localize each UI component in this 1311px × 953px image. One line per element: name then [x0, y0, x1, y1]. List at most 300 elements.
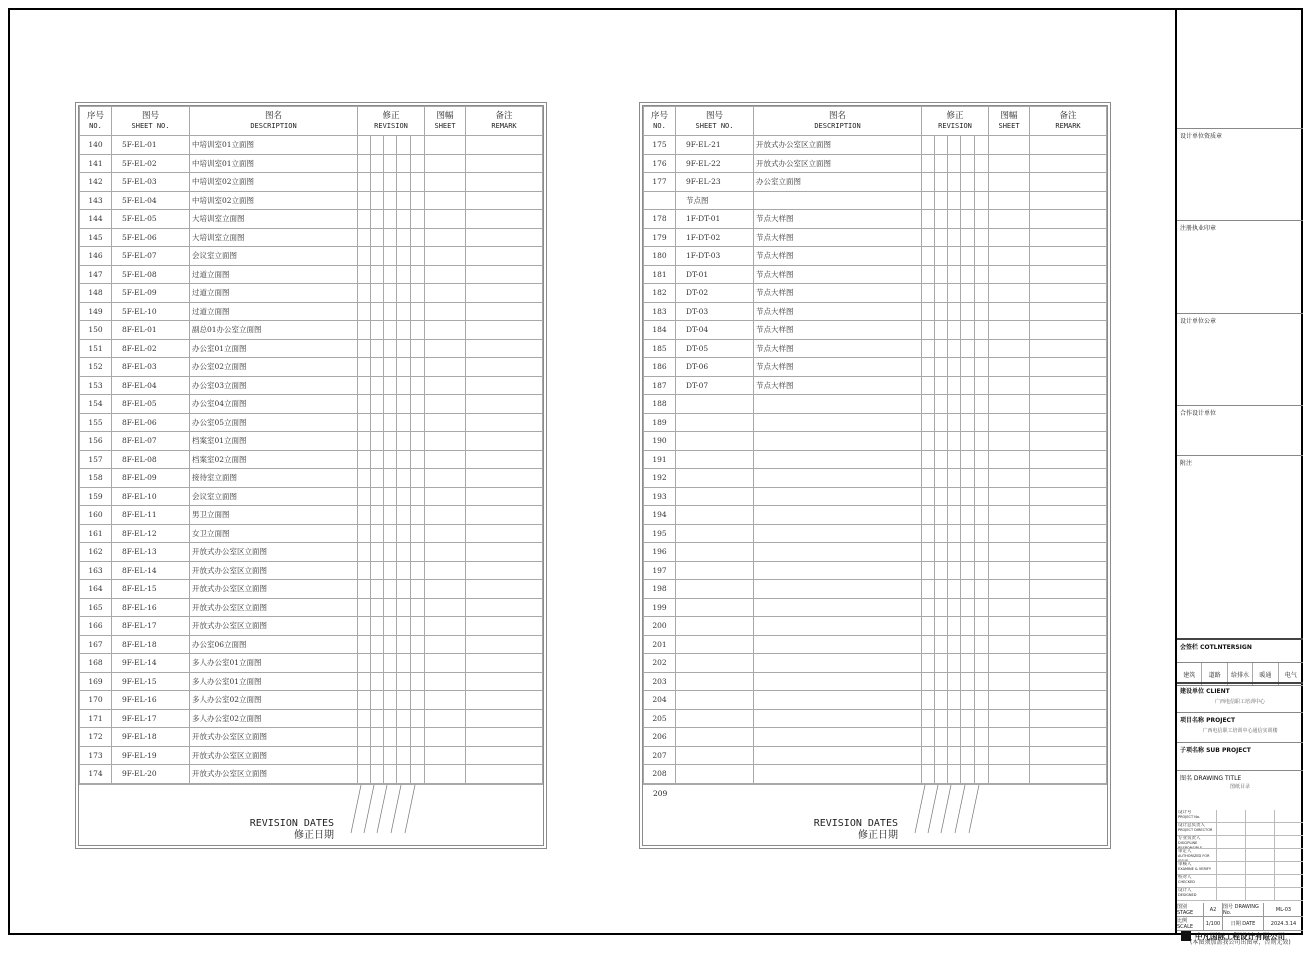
row-revision-cell [397, 543, 411, 562]
sign-off-row [1177, 888, 1303, 901]
row-sheet-size [425, 617, 466, 636]
row-revision-cell [922, 247, 935, 266]
row-revision-cell [961, 339, 975, 358]
table-row [644, 358, 1107, 377]
row-sheet-no: 9F-EL-21 [676, 136, 754, 155]
row-description: 节点大样图 [754, 302, 922, 321]
row-remark [466, 561, 543, 580]
col-sheet-no: 图号 SHEET NO. [112, 107, 190, 136]
row-revision-cell [384, 247, 397, 266]
row-revision-cell [948, 635, 961, 654]
row-revision-cell [358, 302, 371, 321]
row-revision-cell [935, 284, 948, 303]
row-revision-cell [948, 709, 961, 728]
row-revision-cell [922, 395, 935, 414]
row-description: 办公室立面图 [754, 173, 922, 192]
row-revision-cell [975, 136, 989, 155]
row-revision-cell [922, 284, 935, 303]
row-revision-cell [358, 321, 371, 340]
signature-cell [1217, 823, 1246, 835]
row-description: 大培训室立面图 [190, 228, 358, 247]
row-revision-cell [397, 191, 411, 210]
row-sheet-size [425, 284, 466, 303]
row-revision-cell [961, 469, 975, 488]
row-revision-cell [411, 247, 425, 266]
row-revision-cell [411, 543, 425, 562]
row-no: 148 [80, 284, 112, 303]
row-remark [466, 302, 543, 321]
drawing-meta [1177, 903, 1303, 931]
row-no: 194 [644, 506, 676, 525]
row-no: 202 [644, 654, 676, 673]
table-header [80, 107, 543, 136]
row-revision-cell [948, 469, 961, 488]
row-revision-cell [358, 284, 371, 303]
drawing-no-label: 图号 DRAWING No. [1223, 903, 1264, 916]
row-sheet-no: 5F-EL-06 [112, 228, 190, 247]
row-sheet-size [425, 672, 466, 691]
signature-cell [1217, 849, 1246, 861]
row-revision-cell [935, 524, 948, 543]
signature-cell [1217, 810, 1246, 822]
row-sheet-no: 5F-EL-09 [112, 284, 190, 303]
row-revision-cell [411, 210, 425, 229]
row-sheet-no [676, 635, 754, 654]
row-revision-cell [384, 580, 397, 599]
row-revision-cell [384, 691, 397, 710]
table-row [80, 228, 543, 247]
table-row [80, 210, 543, 229]
row-revision-cell [397, 691, 411, 710]
row-sheet-no: 8F-EL-08 [112, 450, 190, 469]
sign-off-role [1177, 836, 1217, 848]
row-revision-cell [397, 746, 411, 765]
row-revision-cell [935, 635, 948, 654]
row-revision-cell [922, 432, 935, 451]
row-revision-cell [975, 376, 989, 395]
row-sheet-no [676, 395, 754, 414]
row-no: 198 [644, 580, 676, 599]
row-sheet-no [676, 654, 754, 673]
signature-cell [1275, 849, 1303, 861]
row-remark [1030, 339, 1107, 358]
row-revision-cell [411, 191, 425, 210]
row-revision-cell [961, 376, 975, 395]
row-sheet-no: 8F-EL-09 [112, 469, 190, 488]
signature-cell [1275, 810, 1303, 822]
row-description: 过道立面图 [190, 284, 358, 303]
row-description: 副总01办公室立面图 [190, 321, 358, 340]
table-row [644, 450, 1107, 469]
row-sheet-size [425, 247, 466, 266]
row-revision-cell [411, 450, 425, 469]
row-remark [1030, 580, 1107, 599]
table-row [80, 506, 543, 525]
row-revision-cell [961, 746, 975, 765]
row-revision-cell [384, 228, 397, 247]
row-revision-cell [975, 339, 989, 358]
row-revision-cell [397, 395, 411, 414]
row-description: 中培训室02立面图 [190, 191, 358, 210]
row-sheet-size [425, 598, 466, 617]
row-sheet-size [425, 561, 466, 580]
signature-cell [1246, 888, 1275, 900]
row-revision-cell [961, 432, 975, 451]
row-revision-cell [411, 728, 425, 747]
row-revision-cell [935, 173, 948, 192]
table-row [644, 635, 1107, 654]
row-sheet-no [676, 524, 754, 543]
row-sheet-size [989, 321, 1030, 340]
row-no: 186 [644, 358, 676, 377]
row-revision-cell [371, 247, 384, 266]
row-sheet-no [676, 580, 754, 599]
row-revision-cell [922, 746, 935, 765]
row-revision-cell [948, 432, 961, 451]
table-row [644, 672, 1107, 691]
col-sheet-size: 图幅 SHEET [425, 107, 466, 136]
row-sheet-no [676, 469, 754, 488]
row-revision-cell [384, 450, 397, 469]
table-row [80, 765, 543, 784]
row-remark [1030, 284, 1107, 303]
row-description [754, 469, 922, 488]
row-revision-cell [935, 617, 948, 636]
row-remark [1030, 765, 1107, 784]
row-revision-cell [358, 469, 371, 488]
drawing-no-value: ML-03 [1275, 906, 1292, 913]
row-no: 181 [644, 265, 676, 284]
table-row [644, 191, 1107, 210]
row-revision-cell [961, 210, 975, 229]
row-revision-cell [975, 543, 989, 562]
row-revision-cell [961, 506, 975, 525]
row-description: 节点大样图 [754, 265, 922, 284]
row-revision-cell [397, 765, 411, 784]
row-revision-cell [961, 395, 975, 414]
row-no: 156 [80, 432, 112, 451]
table-row [644, 765, 1107, 784]
row-sheet-no: 9F-EL-20 [112, 765, 190, 784]
row-revision-cell [397, 376, 411, 395]
row-revision-cell [922, 358, 935, 377]
row-revision-cell [922, 709, 935, 728]
row-description: 多人办公室01立面图 [190, 672, 358, 691]
row-remark [1030, 247, 1107, 266]
row-revision-cell [961, 228, 975, 247]
row-revision-cell [371, 746, 384, 765]
col-sheet-no: 图号 SHEET NO. [676, 107, 754, 136]
row-remark [1030, 617, 1107, 636]
row-sheet-size [425, 432, 466, 451]
row-sheet-size [989, 284, 1030, 303]
row-sheet-size [989, 543, 1030, 562]
row-description: 办公室03立面图 [190, 376, 358, 395]
row-description: 多人办公室02立面图 [190, 691, 358, 710]
row-sheet-no: 8F-EL-06 [112, 413, 190, 432]
table-row [80, 746, 543, 765]
row-no: 180 [644, 247, 676, 266]
row-description: 开放式办公室区立面图 [190, 543, 358, 562]
row-sheet-size [425, 765, 466, 784]
row-remark [466, 469, 543, 488]
row-revision-cell [961, 247, 975, 266]
row-sheet-no [676, 746, 754, 765]
row-revision-cell [384, 284, 397, 303]
row-description: 开放式办公室区立面图 [754, 154, 922, 173]
row-no: 158 [80, 469, 112, 488]
title-block [1175, 10, 1303, 941]
design-qualification-box: 设计单位资质章 [1177, 128, 1303, 220]
row-revision-cell [397, 654, 411, 673]
table-row [80, 432, 543, 451]
row-description: 大培训室立面图 [190, 210, 358, 229]
row-remark [466, 376, 543, 395]
row-sheet-no [676, 561, 754, 580]
row-no: 150 [80, 321, 112, 340]
role-cn: 设计总负责人 [1178, 823, 1205, 828]
row-revision-cell [411, 635, 425, 654]
row-no: 190 [644, 432, 676, 451]
row-revision-cell [975, 765, 989, 784]
row-revision-cell [371, 617, 384, 636]
row-remark [466, 728, 543, 747]
row-description: 办公室06立面图 [190, 635, 358, 654]
row-revision-cell [948, 191, 961, 210]
row-sheet-size [425, 654, 466, 673]
row-sheet-no: 5F-EL-05 [112, 210, 190, 229]
row-revision-cell [397, 321, 411, 340]
row-revision-cell [358, 154, 371, 173]
row-description [754, 672, 922, 691]
row-sheet-size [425, 709, 466, 728]
row-sheet-no: 8F-EL-07 [112, 432, 190, 451]
row-revision-cell [397, 247, 411, 266]
table-row [80, 321, 543, 340]
row-revision-cell [935, 561, 948, 580]
row-sheet-size [425, 173, 466, 192]
signature-cell [1246, 862, 1275, 874]
row-revision-cell [358, 635, 371, 654]
row-remark [466, 284, 543, 303]
row-no: 183 [644, 302, 676, 321]
table-row [644, 210, 1107, 229]
row-sheet-size [989, 709, 1030, 728]
row-sheet-no: 8F-EL-05 [112, 395, 190, 414]
date-value: 2024.3.14 [1270, 920, 1297, 927]
row-revision-cell [922, 191, 935, 210]
row-revision-cell [935, 543, 948, 562]
row-revision-cell [384, 302, 397, 321]
row-revision-cell [397, 450, 411, 469]
row-revision-cell [922, 487, 935, 506]
row-revision-cell [935, 358, 948, 377]
row-no: 187 [644, 376, 676, 395]
stamp-note: (本图须加盖我公司出图章，否则无效) [1190, 939, 1291, 946]
row-revision-cell [358, 580, 371, 599]
sign-off-row [1177, 849, 1303, 862]
row-revision-cell [922, 598, 935, 617]
row-remark [466, 709, 543, 728]
row-remark [466, 543, 543, 562]
row-sheet-size [989, 173, 1030, 192]
row-revision-cell [975, 284, 989, 303]
row-no: 147 [80, 265, 112, 284]
sign-off-row [1177, 836, 1303, 849]
table-row [80, 672, 543, 691]
row-revision-cell [922, 691, 935, 710]
row-revision-cell [397, 228, 411, 247]
row-revision-cell [975, 228, 989, 247]
row-revision-cell [358, 728, 371, 747]
row-revision-cell [397, 487, 411, 506]
row-remark [1030, 709, 1107, 728]
row-revision-cell [975, 746, 989, 765]
row-revision-cell [975, 154, 989, 173]
col-no: 序号 NO. [80, 107, 112, 136]
row-revision-cell [371, 709, 384, 728]
row-revision-cell [935, 580, 948, 599]
row-revision-cell [935, 247, 948, 266]
table-row [644, 302, 1107, 321]
row-sheet-size [989, 728, 1030, 747]
row-revision-cell [961, 561, 975, 580]
row-revision-cell [358, 413, 371, 432]
row-no: 178 [644, 210, 676, 229]
role-cn: 审定人 [1178, 849, 1192, 854]
sign-off-role [1177, 849, 1217, 861]
row-description: 节点大样图 [754, 321, 922, 340]
table-row [644, 709, 1107, 728]
row-description: 开放式办公室区立面图 [754, 136, 922, 155]
row-revision-cell [961, 765, 975, 784]
row-revision-cell [397, 136, 411, 155]
row-revision-cell [384, 598, 397, 617]
row-revision-cell [948, 617, 961, 636]
sign-off-role [1177, 862, 1217, 874]
row-revision-cell [935, 469, 948, 488]
row-remark [466, 487, 543, 506]
table-row [644, 228, 1107, 247]
col-sheet-size: 图幅 SHEET [989, 107, 1030, 136]
row-remark [466, 524, 543, 543]
signature-cell [1275, 862, 1303, 874]
signature-cell [1275, 875, 1303, 887]
sign-off-row [1177, 862, 1303, 875]
col-revision: 修正 REVISION [922, 107, 989, 136]
row-revision-cell [384, 543, 397, 562]
project-box: 项目名称 PROJECT 广西电信职工培训中心通信实训楼 [1177, 712, 1303, 742]
row-revision-cell [922, 561, 935, 580]
table-row [80, 154, 543, 173]
row-sheet-size [425, 302, 466, 321]
row-sheet-no [676, 413, 754, 432]
row-description [754, 191, 922, 210]
row-no: 141 [80, 154, 112, 173]
row-remark [466, 617, 543, 636]
row-sheet-size [989, 191, 1030, 210]
row-sheet-no: 1F-DT-01 [676, 210, 754, 229]
row-revision-cell [975, 302, 989, 321]
row-no-last: 209 [653, 788, 668, 798]
row-revision-cell [948, 136, 961, 155]
row-sheet-size [425, 321, 466, 340]
row-revision-cell [922, 543, 935, 562]
row-description [754, 654, 922, 673]
sub-project-box: 子项名称 SUB PROJECT [1177, 742, 1303, 770]
row-no: 165 [80, 598, 112, 617]
row-remark [1030, 413, 1107, 432]
row-no: 163 [80, 561, 112, 580]
row-remark [466, 191, 543, 210]
row-sheet-no: 8F-EL-02 [112, 339, 190, 358]
row-no [644, 191, 676, 210]
role-en: EXAMINE & VERIFY [1178, 867, 1212, 871]
row-revision-cell [384, 376, 397, 395]
row-no: 206 [644, 728, 676, 747]
row-revision-cell [384, 654, 397, 673]
row-sheet-size [425, 487, 466, 506]
row-revision-cell [975, 617, 989, 636]
row-remark [466, 247, 543, 266]
table-row [644, 654, 1107, 673]
table-row [644, 691, 1107, 710]
row-description [754, 487, 922, 506]
row-sheet-no: 8F-EL-04 [112, 376, 190, 395]
row-no: 176 [644, 154, 676, 173]
row-revision-cell [935, 376, 948, 395]
row-no: 143 [80, 191, 112, 210]
row-revision-cell [384, 413, 397, 432]
row-revision-cell [411, 413, 425, 432]
row-no: 185 [644, 339, 676, 358]
row-revision-cell [411, 506, 425, 525]
row-revision-cell [935, 746, 948, 765]
row-revision-cell [358, 432, 371, 451]
discipline-road: 道路 [1202, 663, 1227, 685]
row-description: 节点大样图 [754, 284, 922, 303]
row-revision-cell [961, 691, 975, 710]
row-revision-cell [411, 395, 425, 414]
row-sheet-no: 5F-EL-08 [112, 265, 190, 284]
row-remark [466, 228, 543, 247]
row-no: 200 [644, 617, 676, 636]
row-description: 会议室立面图 [190, 247, 358, 266]
row-revision-cell [935, 154, 948, 173]
row-revision-cell [358, 543, 371, 562]
row-revision-cell [935, 191, 948, 210]
row-remark [1030, 376, 1107, 395]
row-remark [466, 450, 543, 469]
row-revision-cell [922, 154, 935, 173]
row-revision-cell [397, 339, 411, 358]
row-description: 节点大样图 [754, 247, 922, 266]
row-revision-cell [397, 265, 411, 284]
row-no: 207 [644, 746, 676, 765]
table-row [644, 506, 1107, 525]
row-revision-cell [948, 580, 961, 599]
row-revision-cell [961, 524, 975, 543]
row-revision-cell [371, 506, 384, 525]
row-description [754, 524, 922, 543]
row-description: 中培训室02立面图 [190, 173, 358, 192]
row-revision-cell [384, 561, 397, 580]
table-row [80, 617, 543, 636]
row-no: 140 [80, 136, 112, 155]
row-revision-cell [935, 395, 948, 414]
table-row [644, 265, 1107, 284]
row-no: 174 [80, 765, 112, 784]
